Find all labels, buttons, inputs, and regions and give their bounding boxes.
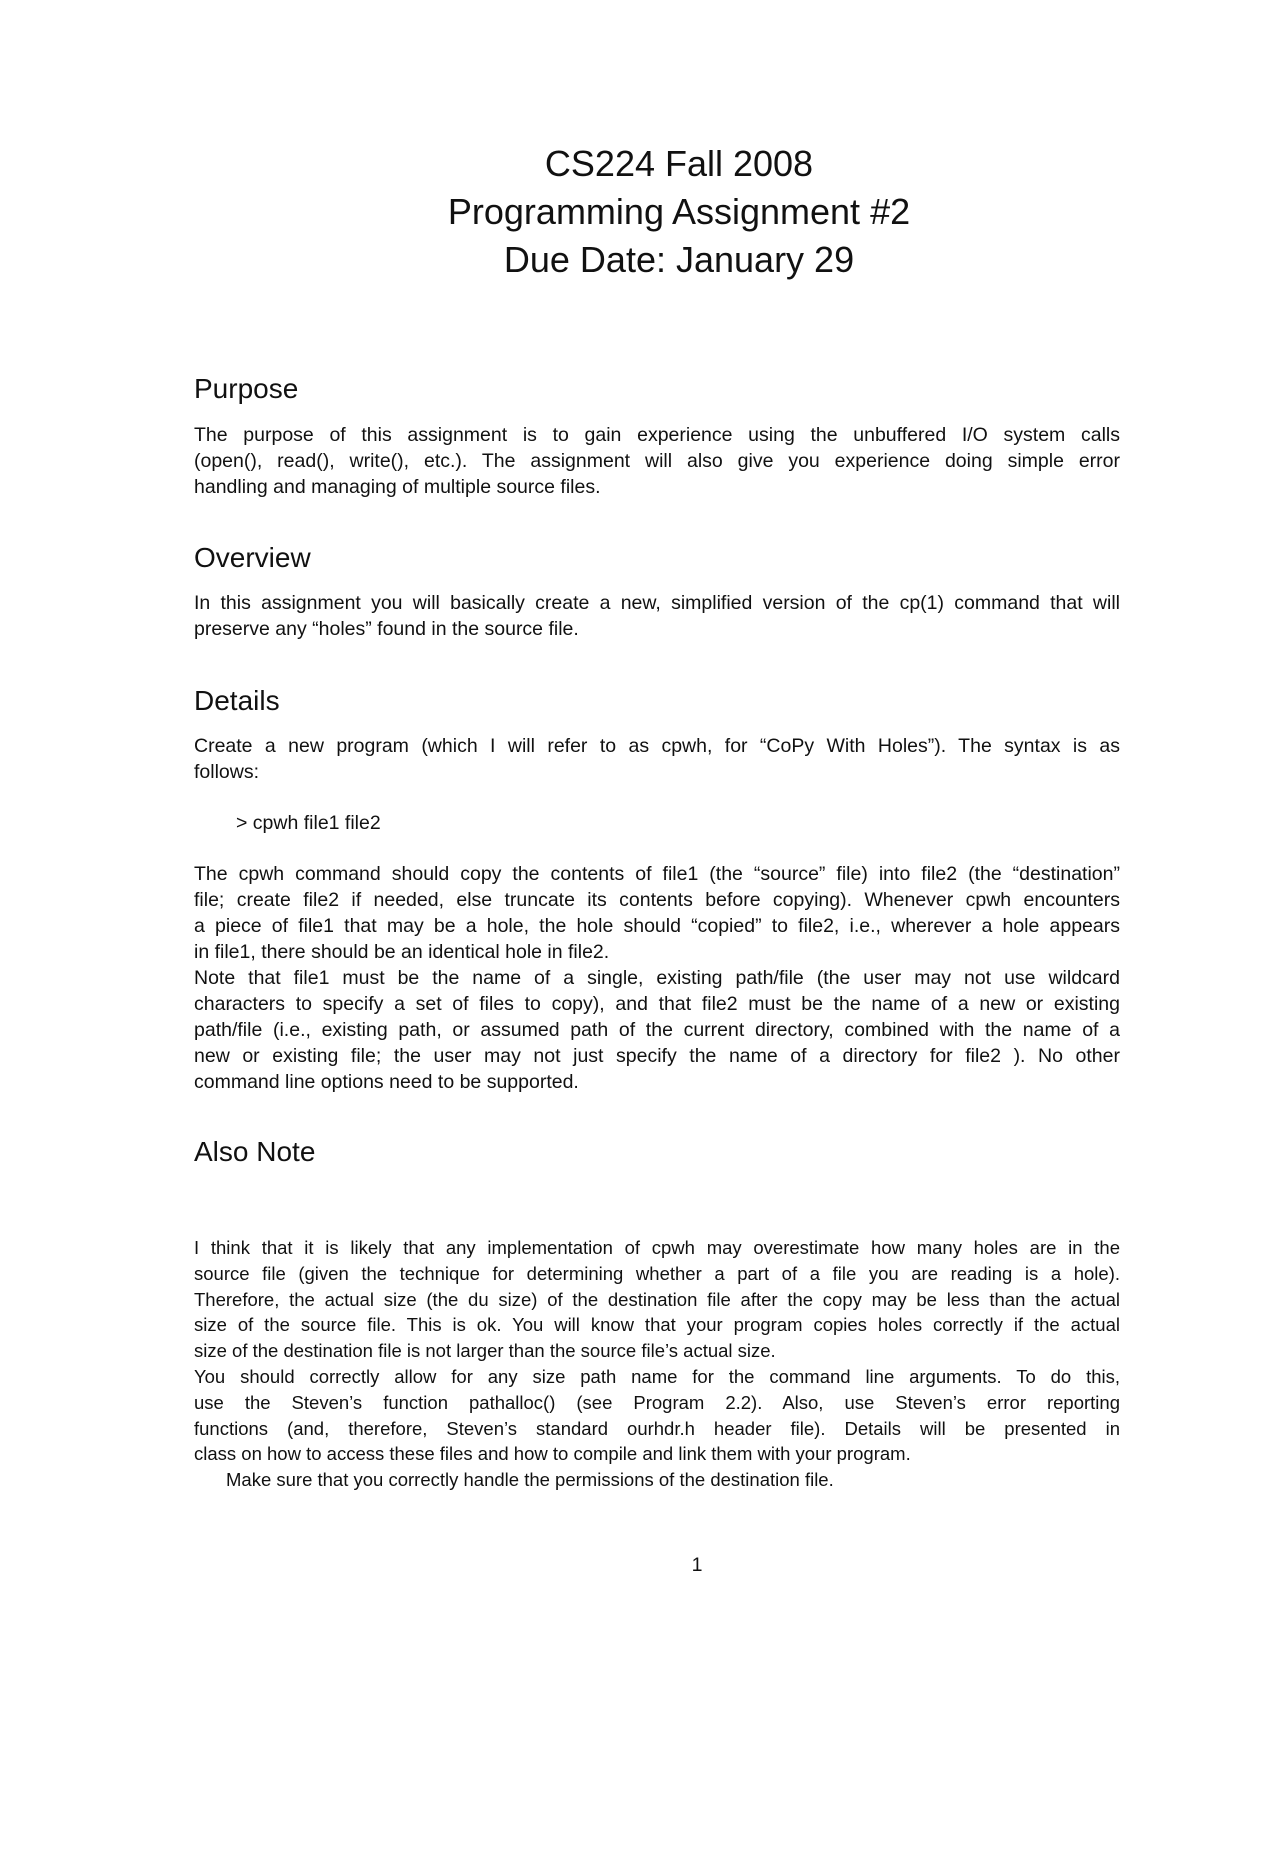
command-example: > cpwh file1 file2 <box>236 812 381 834</box>
purpose-line: handling and managing of multiple source files. <box>194 476 601 498</box>
details-body-line: command line options need to be supported. <box>194 1071 579 1093</box>
details-body-paragraph <box>194 861 1120 1095</box>
title-assignment: Programming Assignment #2 <box>447 191 911 232</box>
also-note-line: Therefore, the actual size (the du size) of the destination file after the copy may be less than the actual <box>194 1288 1120 1310</box>
details-intro-line: Create a new program (which I will refer to as cpwh, for “CoPy With Holes”). The syntax is as <box>194 735 1120 757</box>
details-body-line: The cpwh command should copy the contents of file1 (the “source” file) into file2 (the “destination” <box>194 863 1120 885</box>
details-body-line: file; create file2 if needed, else truncate its contents before copying). Whenever cpwh encounters <box>194 889 1120 911</box>
also-note-line: class on how to access these files and how to compile and link them with your program. <box>194 1443 911 1465</box>
also-note-line: size of the destination file is not larger than the source file’s actual size. <box>194 1340 776 1362</box>
also-note-line: I think that it is likely that any implementation of cpwh may overestimate how many holes are in the <box>194 1237 1120 1258</box>
also-note-paragraph <box>194 1235 1120 1467</box>
also-note-line: size of the source file. This is ok. You will know that your program copies holes correctly if the actual <box>194 1314 1120 1336</box>
also-note-line: use the Steven’s function pathalloc() (see Program 2.2). Also, use Steven’s error reporting <box>194 1391 1120 1413</box>
purpose-paragraph <box>194 422 1120 500</box>
title-due-date: Due Date: January 29 <box>503 239 855 280</box>
overview-line: In this assignment you will basically create a new, simplified version of the cp(1) command that will <box>194 592 1120 614</box>
purpose-line: (open(), read(), write(), etc.). The assignment will also give you experience doing simple error <box>194 450 1120 472</box>
title-course: CS224 Fall 2008 <box>544 143 814 184</box>
details-body-line: new or existing file; the user may not just specify the name of a directory for file2 ). No other <box>194 1045 1120 1067</box>
purpose-heading: Purpose <box>194 373 299 404</box>
overview-line: preserve any “holes” found in the source file. <box>194 618 579 640</box>
details-heading: Details <box>194 685 280 716</box>
details-body-line: a piece of file1 that may be a hole, the hole should “copied” to file2, i.e., wherever a hole appears <box>194 915 1120 937</box>
details-body-line: Note that file1 must be the name of a single, existing path/file (the user may not use wildcard <box>194 967 1120 989</box>
also-note-heading: Also Note <box>194 1136 316 1167</box>
page-number: 1 <box>691 1554 703 1576</box>
details-intro-paragraph <box>194 733 1120 785</box>
also-note-line: You should correctly allow for any size path name for the command line arguments. To do this, <box>194 1365 1120 1387</box>
also-note-line: functions (and, therefore, Steven’s standard ourhdr.h header file). Details will be presented in <box>194 1417 1120 1439</box>
overview-heading: Overview <box>194 542 311 573</box>
details-body-line: characters to specify a set of files to copy), and that file2 must be the name of a new or existing <box>194 993 1120 1015</box>
also-note-final-line: Make sure that you correctly handle the permissions of the destination file. <box>226 1469 834 1490</box>
overview-paragraph <box>194 590 1120 642</box>
also-note-line: source file (given the technique for determining whether a part of a file you are reading is a hole). <box>194 1262 1120 1284</box>
purpose-line: The purpose of this assignment is to gain experience using the unbuffered I/O system calls <box>194 424 1120 446</box>
details-body-line: in file1, there should be an identical hole in file2. <box>194 941 610 963</box>
details-intro-line: follows: <box>194 761 260 783</box>
details-body-line: path/file (i.e., existing path, or assumed path of the current directory, combined with the name of a <box>194 1019 1120 1041</box>
document-title <box>0 140 1280 284</box>
